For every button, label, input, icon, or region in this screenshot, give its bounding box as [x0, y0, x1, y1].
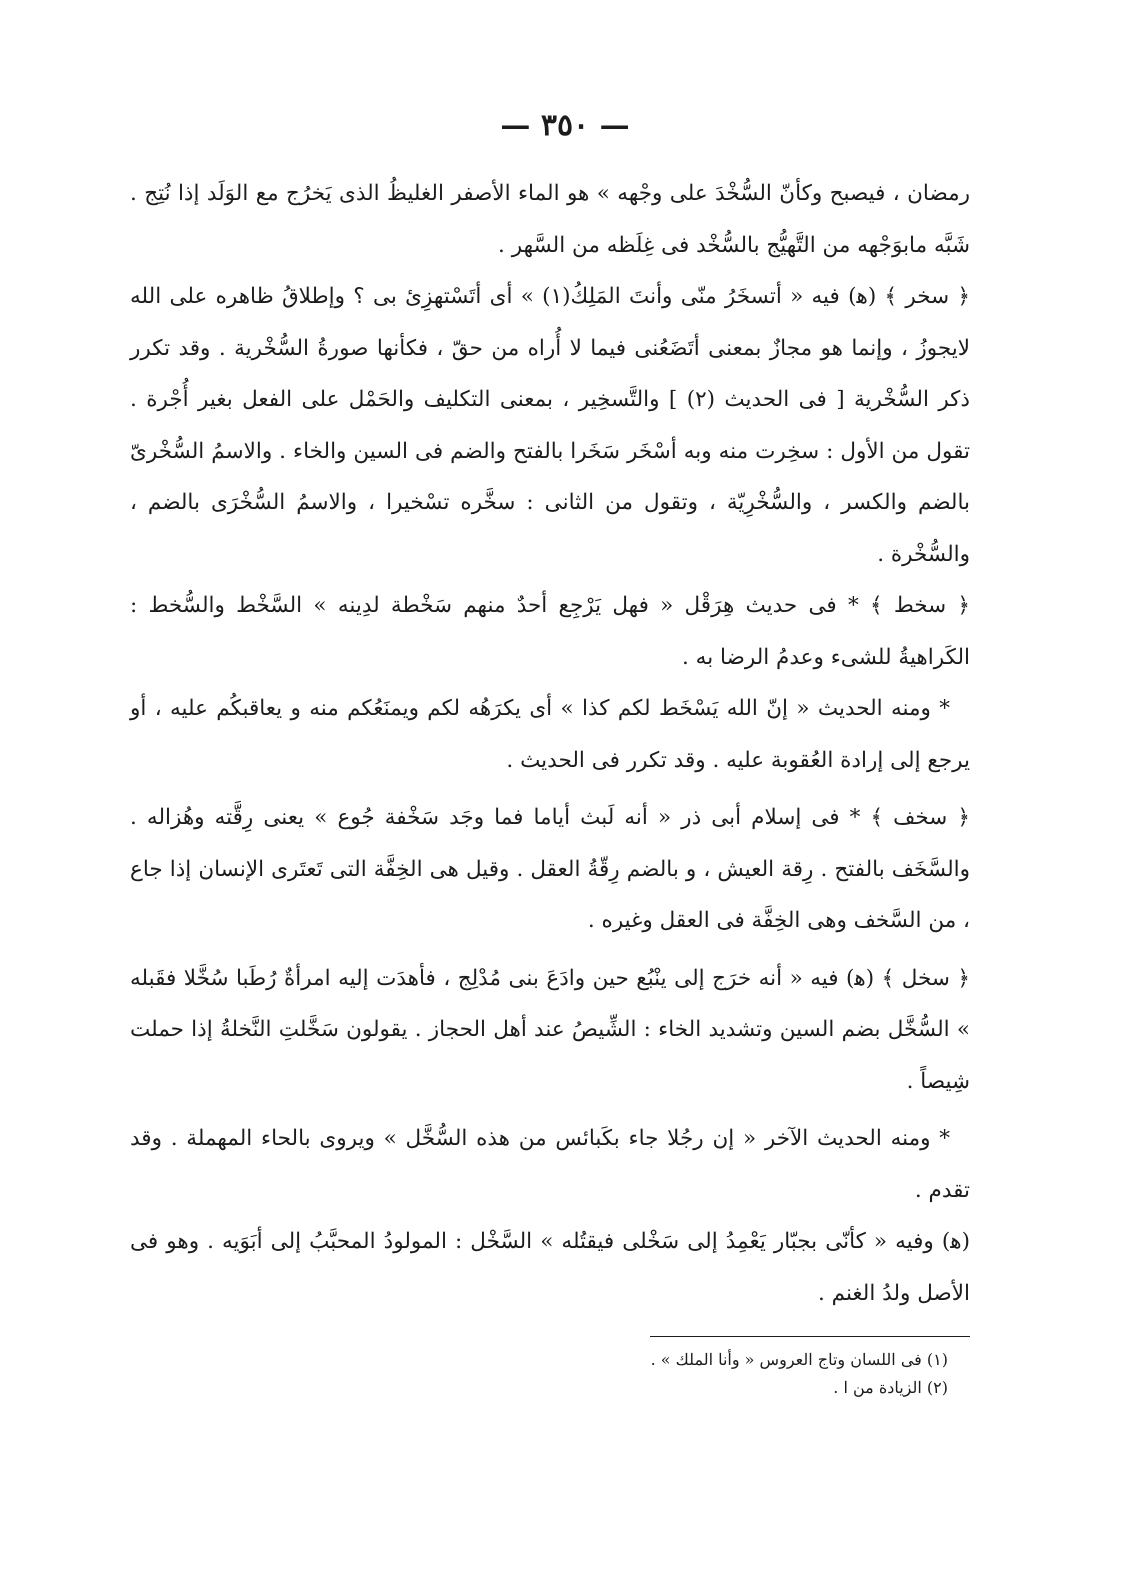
entry-sakhal-hadith: * ومنه الحديث الآخر « إن رجُلا جاء بكَبائس من هذه السُّخَّل » ويروى بالحاء المهملة . وقد تقدم . — [130, 1126, 970, 1203]
paragraph-sakhd-continuation: رمضان ، فيصبح وكأنّ السُّخْدَ على وجْهه » هو الماء الأصفر الغليظُ الذى يَخرُج مع الوَلَد إذا نُتِج . شَبَّه مابوَجْهه من التَّهيُّج بالسُّخْد فى غِلَظه من السَّهر . — [130, 181, 970, 258]
entry-sakhal: ﴿ سخل ﴾ (ﻫ) فيه « أنه خرَج إلى ينْبُع حين وادَعَ بنى مُدْلِج ، فأهدَت إليه امرأةٌ رُطَبا سُخَّلا فقَبله » السُّخَّل بضم السين وتشديد الخاء : الشِّيصُ عند أهل الحجاز . يقولون سَخَّلتِ النَّخلةُ إذا حملت شِيصاً . — [130, 965, 970, 1094]
entry-sakhar: ﴿ سخر ﴾ (ﻫ) فيه « أتسخَرُ منّى وأنتَ المَلِكُ(١) » أى أتَسْتهزِئ بى ؟ وإطلاقُ ظاهره على الله لايجوزُ ، وإنما هو مجازٌ بمعنى أتَضَعُنى فيما لا أُراه من حقّ ، فكأنها صورةُ السُّخْرية . وقد تكرر ذكر السُّخْرية [ فى الحديث (٢) ] والتَّسخِير ، بمعنى التكليف والحَمْل على الفعل بغير أُجْرة . تقول من الأول : سخِرت منه وبه أسْخَر سَخَرا بالفتح والضم فى السين والخاء . والاسمُ السُّخْرىّ بالضم والكسر ، والسُّخْرِيّة ، وتقول من الثانى : سخَّره تسْخيرا ، والاسمُ السُّخْرَى بالضم ، والسُّخْرة . — [130, 284, 970, 567]
footnote-2: (٢) الزيادة من ا . — [833, 1378, 948, 1397]
footnote-divider — [650, 1336, 970, 1337]
footnote-1: (١) فى اللسان وتاج العروس « وأنا الملك » . — [650, 1350, 948, 1369]
entry-sakhat-hadith: * ومنه الحديث « إنّ الله يَسْخَط لكم كذا » أى يكرَهُه لكم ويمنَعُكم منه و يعاقبكُم عليه ، أو يرجع إلى إرادة العُقوبة عليه . وقد تكرر فى الحديث . — [130, 696, 970, 773]
footnotes — [130, 1346, 970, 1402]
entry-sakhaf: ﴿ سخف ﴾ * فى إسلام أبى ذر « أنه لَبث أياما فما وجَد سَخْفة جُوع » يعنى رِقَّته وهُزاله . والسَّخَف بالفتح . رِقة العيش ، و بالضم رِقّةُ العقل . وقيل هى الخِفَّة التى تَعتَرى الإنسان إذا جاع ، من السَّخف وهى الخِفَّة فى العقل وغيره . — [130, 805, 970, 933]
page-number: — ٣٥٠ — — [500, 108, 630, 143]
main-text — [130, 168, 970, 1319]
entry-sakhl: (ﻫ) وفيه « كأنّى بجبّار يَعْمِدُ إلى سَخْلى فيقتُله » السَّخْل : المولودُ المحبَّبُ إلى أبَوَيه . وهو فى الأصل ولدُ الغنم . — [130, 1229, 970, 1306]
entry-sakhat: ﴿ سخط ﴾ * فى حديث هِرَقْل « فهل يَرْجِع أحدٌ منهم سَخْطة لدِينه » السَّخْط والسُّخط : الكَراهيةُ للشىء وعدمُ الرضا به . — [130, 593, 970, 670]
